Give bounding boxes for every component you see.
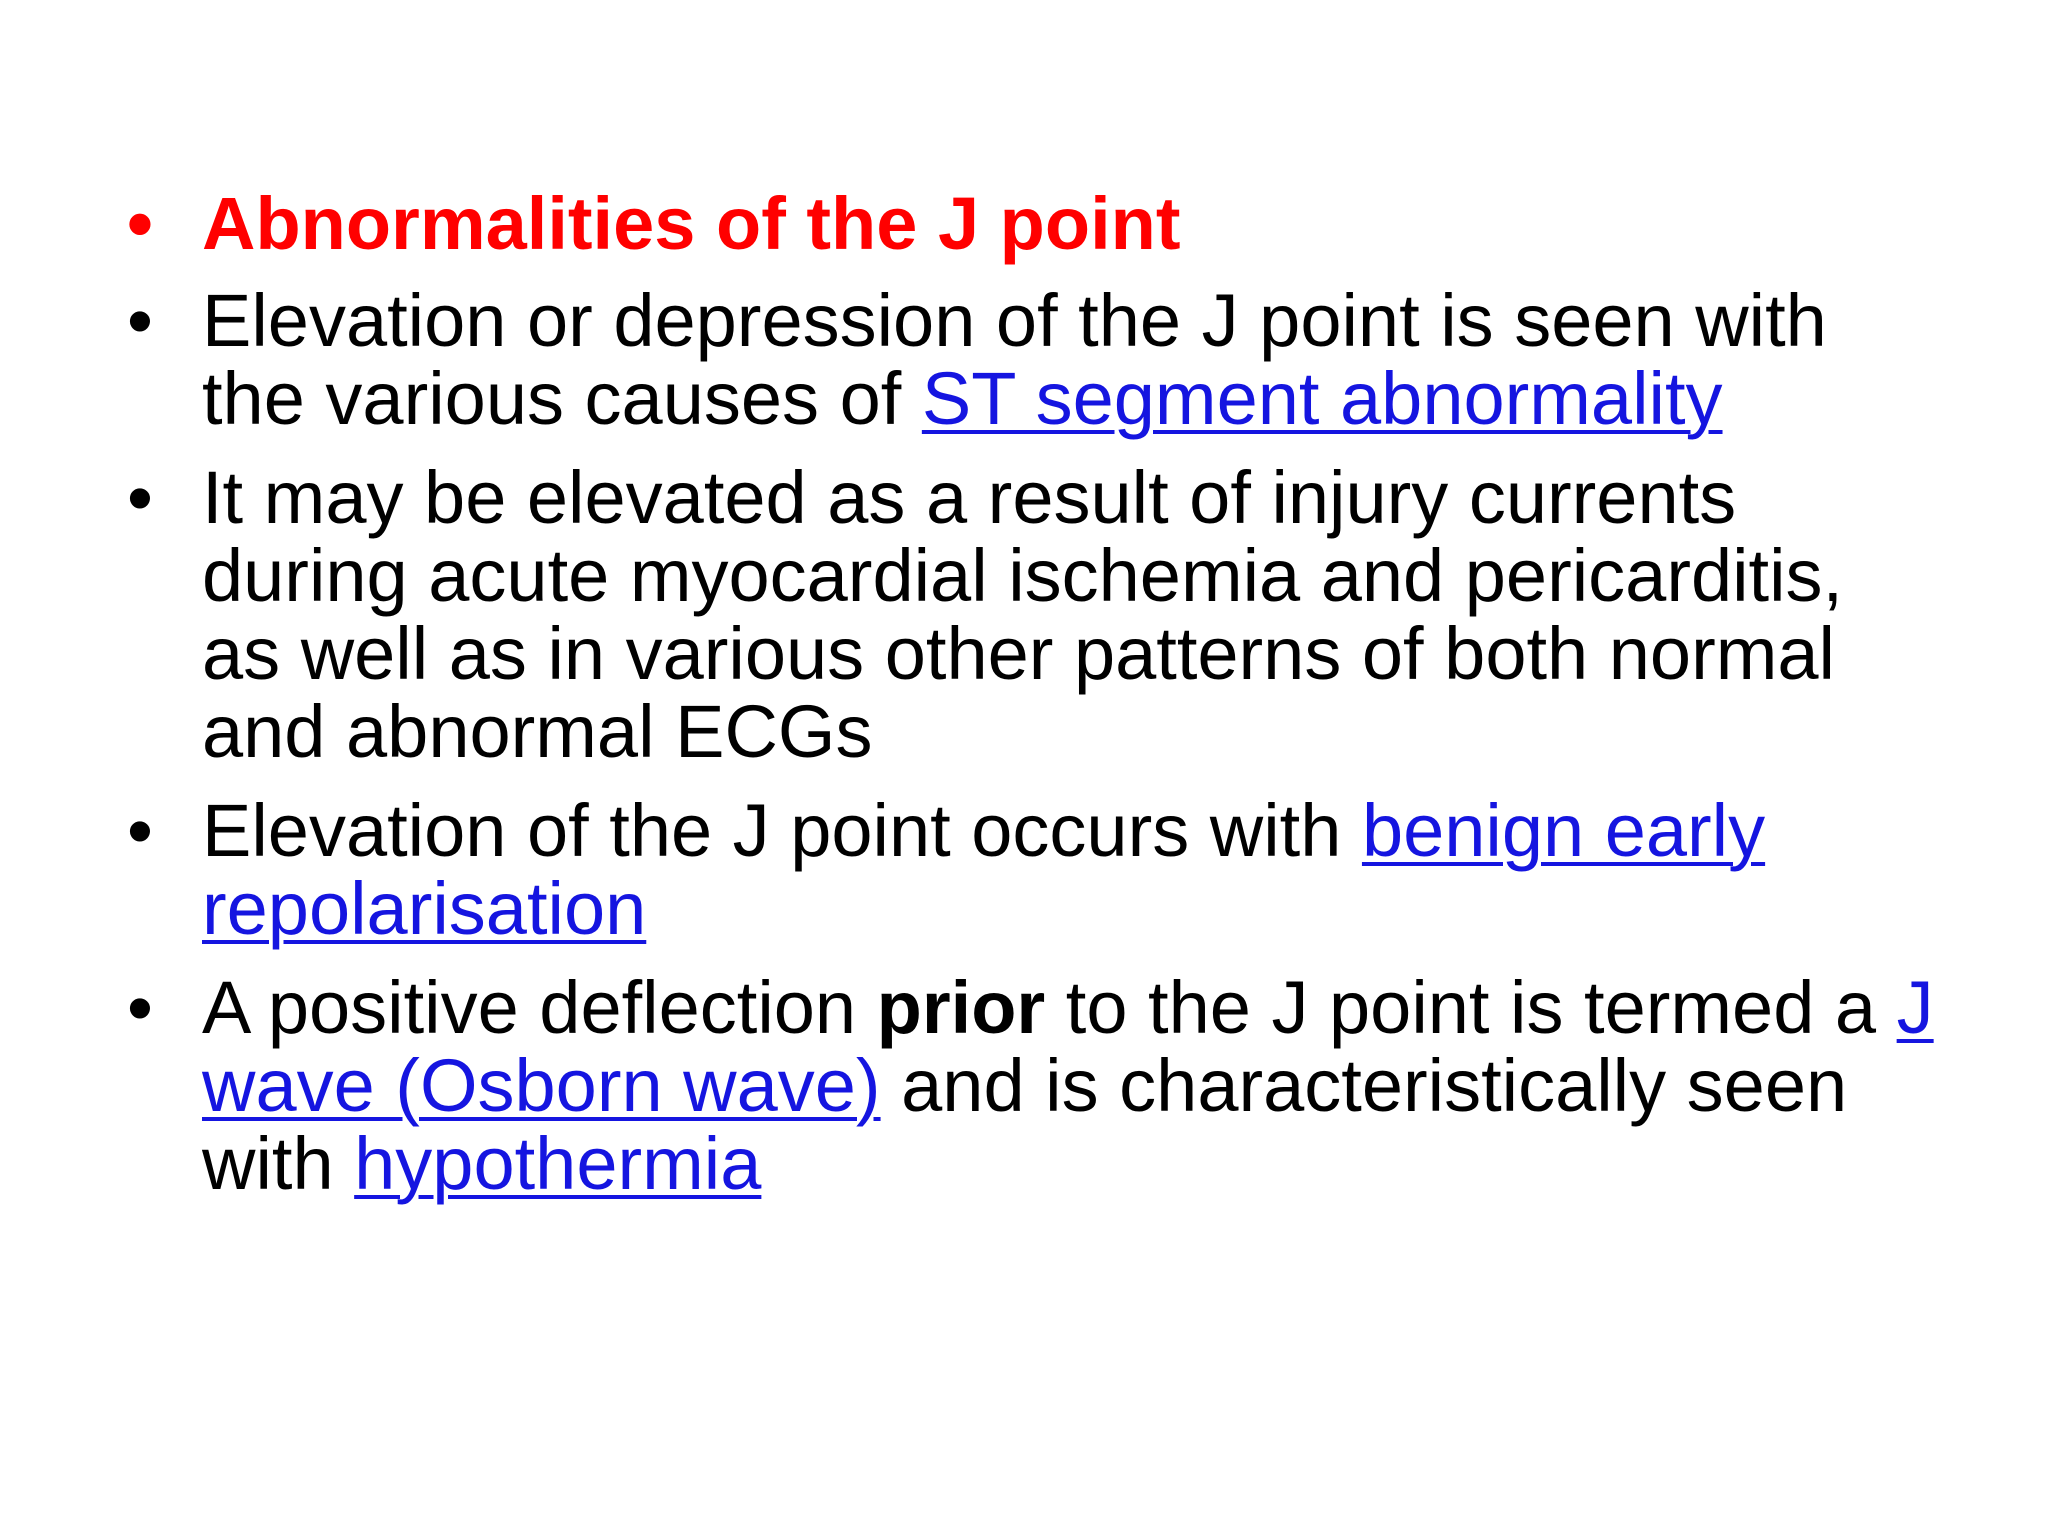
bullet-dot: • bbox=[127, 182, 153, 265]
bullet-text: It may be elevated as a result of injury currents during acute myocardial ischemia and pericarditis, as well as in various other patterns of both normal and abnormal ECGs bbox=[202, 456, 1844, 773]
bullet-text: Elevation of the J point occurs with bbox=[202, 789, 1362, 872]
hypothermia-link[interactable]: hypothermia bbox=[354, 1122, 762, 1205]
bullet-early-repolarisation bbox=[120, 789, 1940, 950]
bullet-text: to the J point is termed a bbox=[1045, 966, 1897, 1049]
bullet-text: Elevation or depression of the J point is seen with the various causes of bbox=[202, 279, 1827, 440]
bullet-dot: • bbox=[127, 966, 153, 1049]
bullet-text: and is characteristically seen with bbox=[202, 1044, 1848, 1205]
bold-prior: prior bbox=[876, 966, 1046, 1049]
bullet-dot: • bbox=[127, 279, 153, 362]
bullet-j-wave bbox=[120, 966, 1940, 1205]
bullet-list bbox=[120, 182, 1940, 1224]
j-wave-osborn-link[interactable]: J wave (Osborn wave) bbox=[202, 966, 1934, 1127]
bullet-st-segment bbox=[120, 279, 1940, 440]
bullet-dot: • bbox=[127, 789, 153, 872]
bullet-text: A positive deflection bbox=[202, 966, 877, 1049]
heading-text: Abnormalities of the J point bbox=[202, 182, 1181, 265]
bullet-heading bbox=[120, 182, 1940, 265]
bullet-injury-currents bbox=[120, 456, 1940, 773]
benign-early-repolarisation-link[interactable]: benign early repolarisation bbox=[202, 789, 1766, 950]
st-segment-abnormality-link[interactable]: ST segment abnormality bbox=[921, 357, 1723, 440]
bullet-dot: • bbox=[127, 456, 153, 539]
